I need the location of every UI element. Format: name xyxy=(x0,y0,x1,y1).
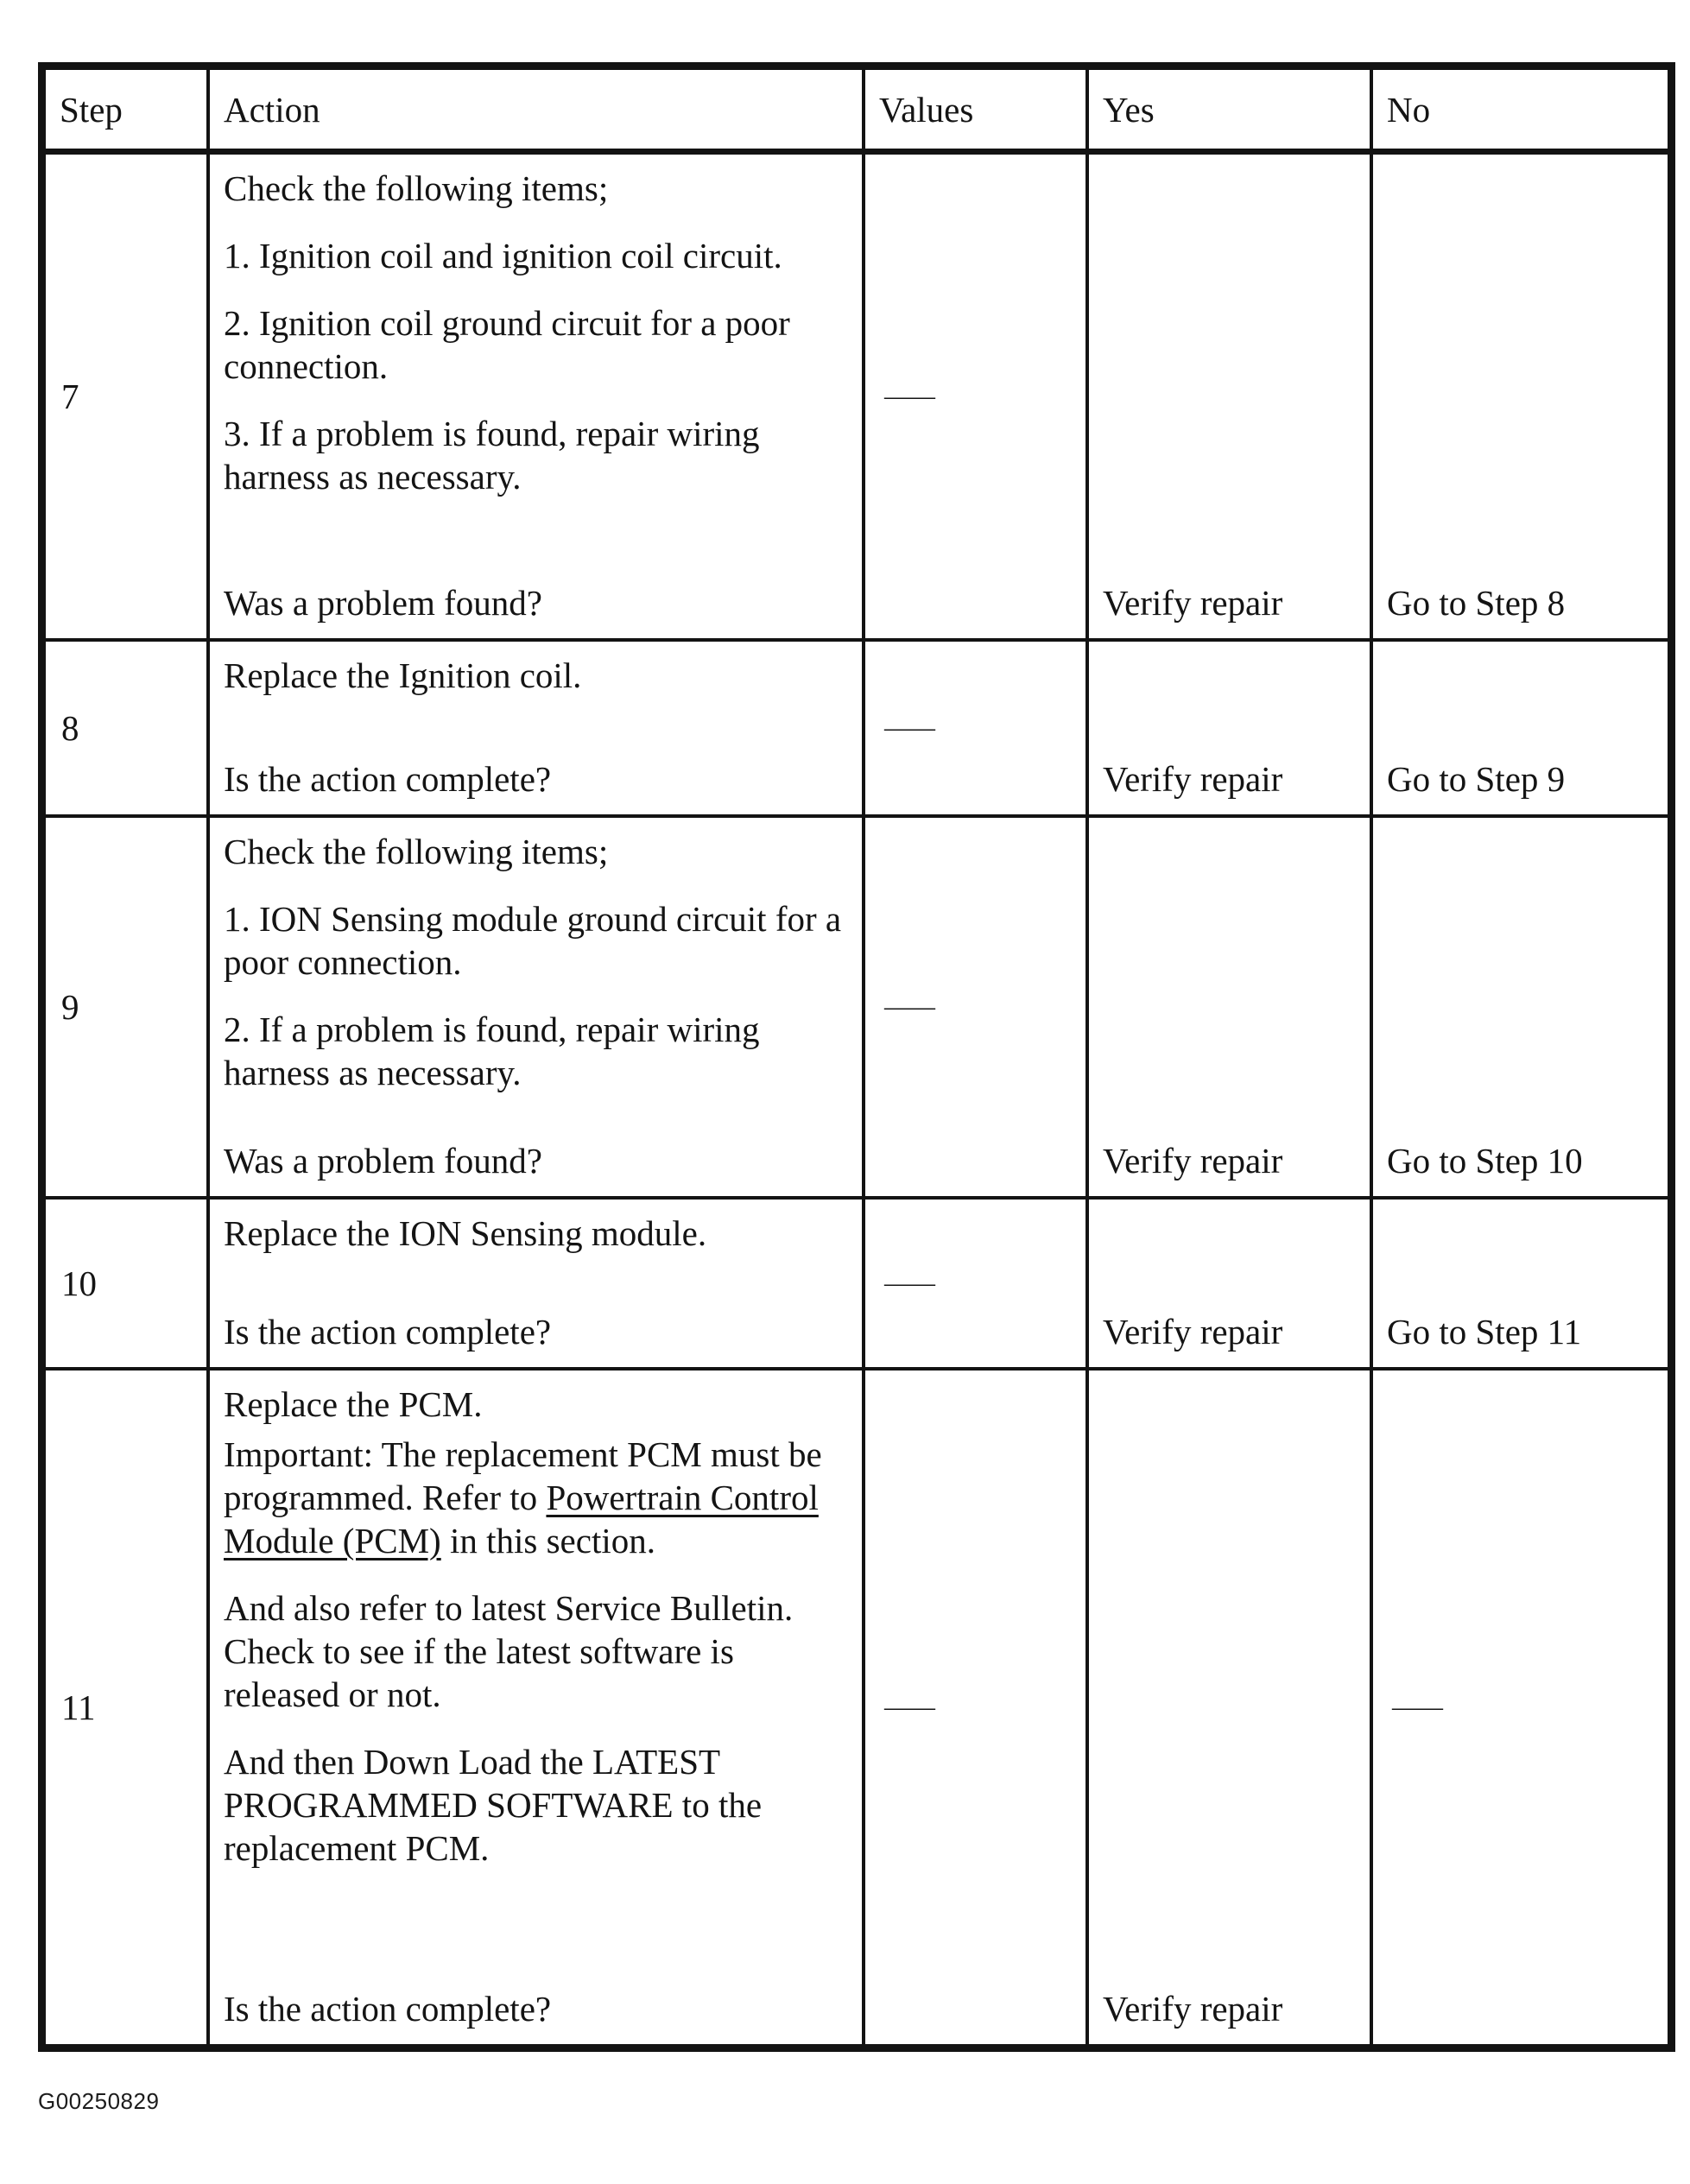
action-paragraph: 1. ION Sensing module ground circuit for a poor connection. xyxy=(224,899,842,982)
yes-text: Verify repair xyxy=(1103,1989,1283,2029)
values-cell xyxy=(865,642,1086,814)
action-question: Was a problem found? xyxy=(224,1141,542,1181)
no-text: Go to Step 8 xyxy=(1387,583,1566,623)
action-paragraph: And then Down Load the LATEST PROGRAMMED SOFTWARE to the replacement PCM. xyxy=(224,1742,763,1868)
action-paragraph: 3. If a problem is found, repair wiring harness as necessary. xyxy=(224,414,760,497)
step-cell: 9 xyxy=(46,818,206,1196)
action-question: Is the action complete? xyxy=(224,759,552,799)
no-text: Go to Step 10 xyxy=(1387,1141,1583,1181)
step-cell: 10 xyxy=(46,1200,206,1367)
header-cell-step: Step xyxy=(46,70,206,151)
values-cell xyxy=(865,818,1086,1196)
yes-cell xyxy=(1089,642,1370,814)
yes-text: Verify repair xyxy=(1103,1141,1283,1181)
action-paragraph: Check the following items; xyxy=(224,832,609,871)
action-paragraph: Check the following items; xyxy=(224,168,609,208)
action-cell xyxy=(210,818,862,1196)
no-cell xyxy=(1373,1200,1668,1367)
no-text: Go to Step 9 xyxy=(1387,759,1566,799)
no-cell xyxy=(1373,155,1668,638)
action-paragraph: 2. If a problem is found, repair wiring harness as necessary. xyxy=(224,1010,760,1092)
header-cell-yes: Yes xyxy=(1089,70,1370,151)
step-cell: 11 xyxy=(46,1371,206,2044)
yes-cell xyxy=(1089,818,1370,1196)
action-paragraph: Replace the ION Sensing module. xyxy=(224,1213,707,1253)
yes-text: Verify repair xyxy=(1103,1312,1283,1352)
action-paragraph: Replace the Ignition coil. xyxy=(224,655,582,695)
action-cell xyxy=(210,1371,862,2044)
values-cell xyxy=(865,155,1086,638)
header-cell-no: No xyxy=(1373,70,1668,151)
yes-cell xyxy=(1089,155,1370,638)
values-dash: —— xyxy=(884,1693,934,1721)
header-cell-action: Action xyxy=(210,70,862,151)
action-paragraph: And also refer to latest Service Bulletin. Check to see if the latest software is released or not. xyxy=(224,1588,794,1714)
action-question: Is the action complete? xyxy=(224,1989,552,2029)
action-cell xyxy=(210,1200,862,1367)
step-cell: 7 xyxy=(46,155,206,638)
yes-cell xyxy=(1089,1200,1370,1367)
values-dash: —— xyxy=(884,713,934,742)
no-cell xyxy=(1373,1371,1668,2044)
header-cell-values: Values xyxy=(865,70,1086,151)
yes-text: Verify repair xyxy=(1103,583,1283,623)
pcm-document-link[interactable]: Powertrain Control Module (PCM) xyxy=(224,1478,819,1560)
yes-cell xyxy=(1089,1371,1370,2044)
values-dash: —— xyxy=(884,1269,934,1297)
action-question: Was a problem found? xyxy=(224,583,542,623)
no-dash: —— xyxy=(1392,1693,1442,1721)
values-cell xyxy=(865,1200,1086,1367)
diagnostic-table xyxy=(38,62,1675,2052)
action-paragraph: Replace the PCM. xyxy=(224,1384,483,1424)
values-dash: —— xyxy=(884,382,934,410)
values-dash: —— xyxy=(884,992,934,1021)
action-paragraph: 1. Ignition coil and ignition coil circuit. xyxy=(224,236,782,275)
action-paragraph-important xyxy=(224,1433,851,1562)
important-text-pre: Important: The replacement PCM must be programmed. Refer to xyxy=(224,1434,822,1517)
action-cell xyxy=(210,642,862,814)
values-cell xyxy=(865,1371,1086,2044)
action-paragraph: 2. Ignition coil ground circuit for a poor connection. xyxy=(224,303,790,386)
important-text-post: in this section. xyxy=(440,1521,655,1560)
no-cell xyxy=(1373,818,1668,1196)
no-text: Go to Step 11 xyxy=(1387,1312,1582,1352)
no-cell xyxy=(1373,642,1668,814)
yes-text: Verify repair xyxy=(1103,759,1283,799)
step-cell: 8 xyxy=(46,642,206,814)
figure-code: G00250829 xyxy=(38,2088,160,2114)
action-cell xyxy=(210,155,862,638)
action-question: Is the action complete? xyxy=(224,1312,552,1352)
